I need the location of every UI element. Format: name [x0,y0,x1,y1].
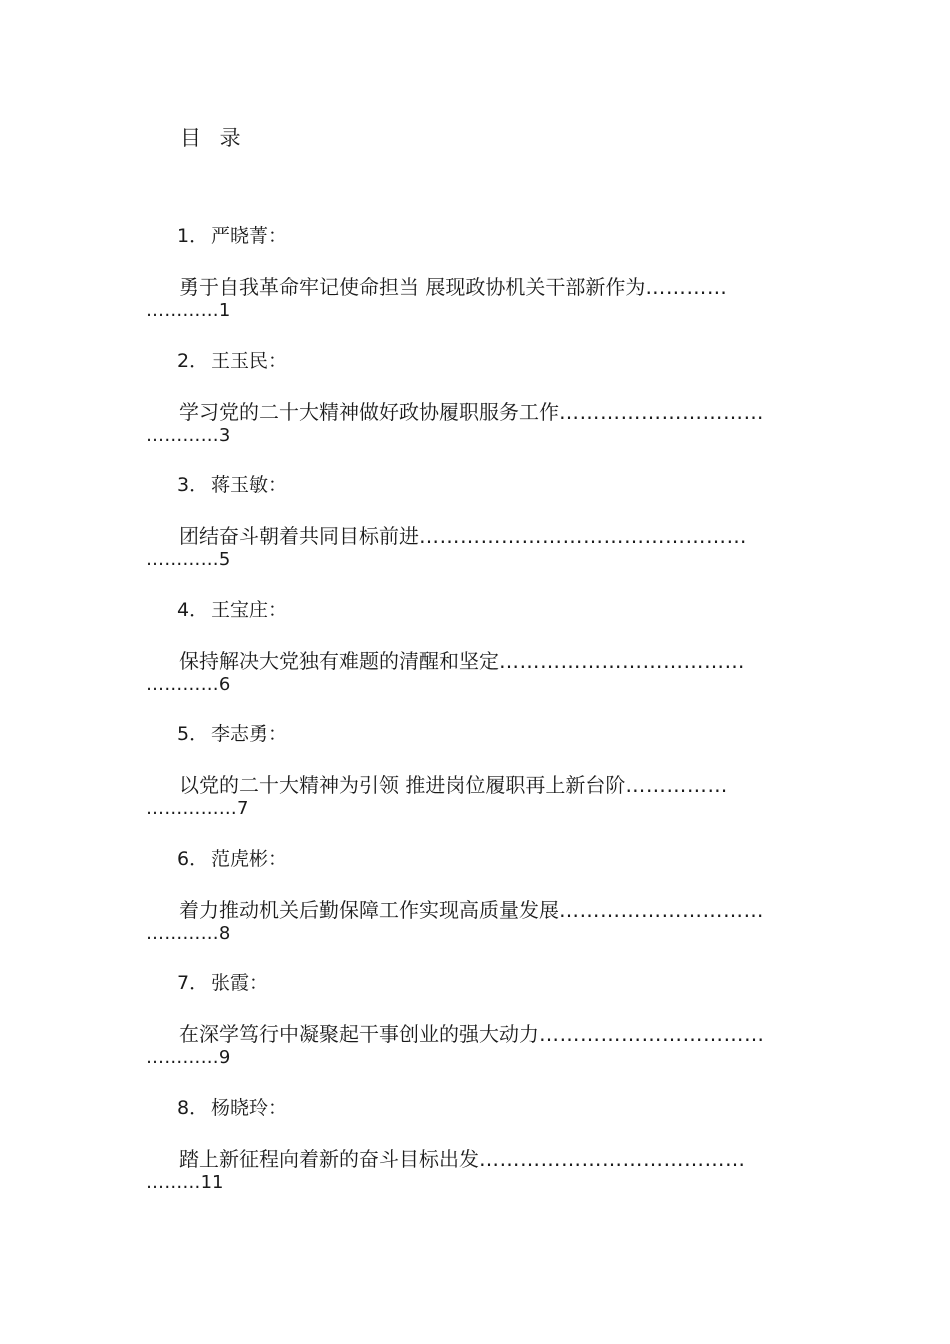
toc-entry-title-line [179,1020,803,1048]
toc-leader-dots: ………… [146,549,219,570]
toc-entry[interactable] [0,845,950,970]
toc-entry[interactable] [0,1094,950,1219]
toc-entry-author-line [177,969,268,997]
toc-entry-page-line [146,1172,224,1194]
toc-entry[interactable] [0,471,950,596]
toc-entry-author: 王宝庄： [211,598,288,621]
toc-leader-dots: ………… [146,424,219,446]
toc-entry[interactable] [0,222,950,347]
toc-entry-author-line [177,471,287,499]
toc-leader-dots: ……… [146,1171,201,1193]
toc-entry-number: 5． [177,723,209,745]
toc-entry-title: 勇于自我革命牢记使命担当 展现政协机关干部新作为 [179,275,646,299]
toc-entry-author: 张霞： [211,972,269,994]
toc-entry-number: 8． [177,1096,209,1119]
toc-leader-dots: ………… [146,922,219,944]
toc-entry-author-line [177,596,287,624]
toc-leader-dots: …………… [625,773,728,797]
toc-entry-title: 团结奋斗朝着共同目标前进 [179,524,419,548]
toc-entry-author-line [177,1094,287,1122]
toc-entry-title-line [179,647,803,675]
toc-entry-title-line [179,1145,803,1173]
toc-entry-title: 学习党的二十大精神做好政协履职服务工作 [179,399,559,424]
toc-entry-author-line [177,222,287,250]
toc-list [0,222,950,1218]
toc-entry-page-line [146,425,230,447]
toc-entry[interactable] [0,720,950,845]
toc-leader-dots: …………… [146,798,237,819]
toc-entry-number: 2． [177,349,209,372]
toc-entry[interactable] [0,596,950,721]
toc-entry-title: 着力推动机关后勤保障工作实现高质量发展 [179,897,559,922]
toc-entry-page-line [146,923,230,945]
toc-leader-dots: …………………………… [539,1022,765,1046]
toc-entry-page-line [146,798,248,820]
toc-entry-number: 6． [177,847,209,870]
toc-entry-author: 王玉民： [211,349,288,372]
toc-entry-number: 1． [177,225,209,247]
toc-entry-author-line [177,347,287,375]
toc-leader-dots: ………………………………………… [419,524,747,548]
toc-entry-page-line [146,549,230,571]
toc-leader-dots: ………………………………… [479,1146,746,1171]
toc-entry-title-line [179,398,803,426]
toc-entry-page-number: 1 [218,300,231,321]
toc-entry-author: 严晓菁： [211,225,288,247]
toc-entry-page-number: 6 [218,673,231,695]
toc-entry-author: 蒋玉敏： [211,474,288,496]
toc-leader-dots: ………………………… [559,897,764,922]
toc-entry-title-line [179,771,803,799]
toc-entry-title-line [179,273,803,301]
toc-entry-number: 3． [177,474,209,496]
toc-entry-author: 杨晓玲： [211,1096,288,1119]
toc-leader-dots: ……………………………… [499,648,745,673]
toc-entry-page-line [146,1047,230,1069]
toc-leader-dots: ………… [645,275,728,299]
toc-entry-number: 4． [177,598,209,621]
toc-entry-page-number: 8 [218,922,231,944]
toc-leader-dots: ………… [146,300,219,321]
toc-entry-title-line [179,522,803,550]
toc-leader-dots: ………… [146,1047,219,1068]
toc-entry-page-number: 11 [200,1171,224,1193]
toc-leader-dots: ………… [146,673,219,695]
toc-entry-page-line [146,300,230,322]
toc-entry-page-line [146,674,230,696]
toc-entry-page-number: 5 [218,549,231,570]
toc-entry-page-number: 7 [237,798,249,819]
toc-leader-dots: ………………………… [559,399,764,424]
toc-entry-title: 以党的二十大精神为引领 推进岗位履职再上新台阶 [179,773,626,797]
toc-entry-author-line [177,720,287,748]
toc-entry-title: 保持解决大党独有难题的清醒和坚定 [179,648,499,673]
toc-entry-author-line [177,845,287,873]
toc-entry[interactable] [0,347,950,472]
toc-title: 目 录 [180,126,247,150]
toc-entry-page-number: 3 [218,424,231,446]
toc-entry[interactable] [0,969,950,1094]
toc-entry-page-number: 9 [218,1047,231,1068]
toc-entry-author: 李志勇： [211,723,288,745]
toc-entry-title: 在深学笃行中凝聚起干事创业的强大动力 [179,1022,539,1046]
toc-entry-number: 7． [177,972,209,994]
toc-entry-title-line [179,896,803,924]
toc-entry-author: 范虎彬： [211,847,288,870]
toc-entry-title: 踏上新征程向着新的奋斗目标出发 [179,1146,479,1171]
